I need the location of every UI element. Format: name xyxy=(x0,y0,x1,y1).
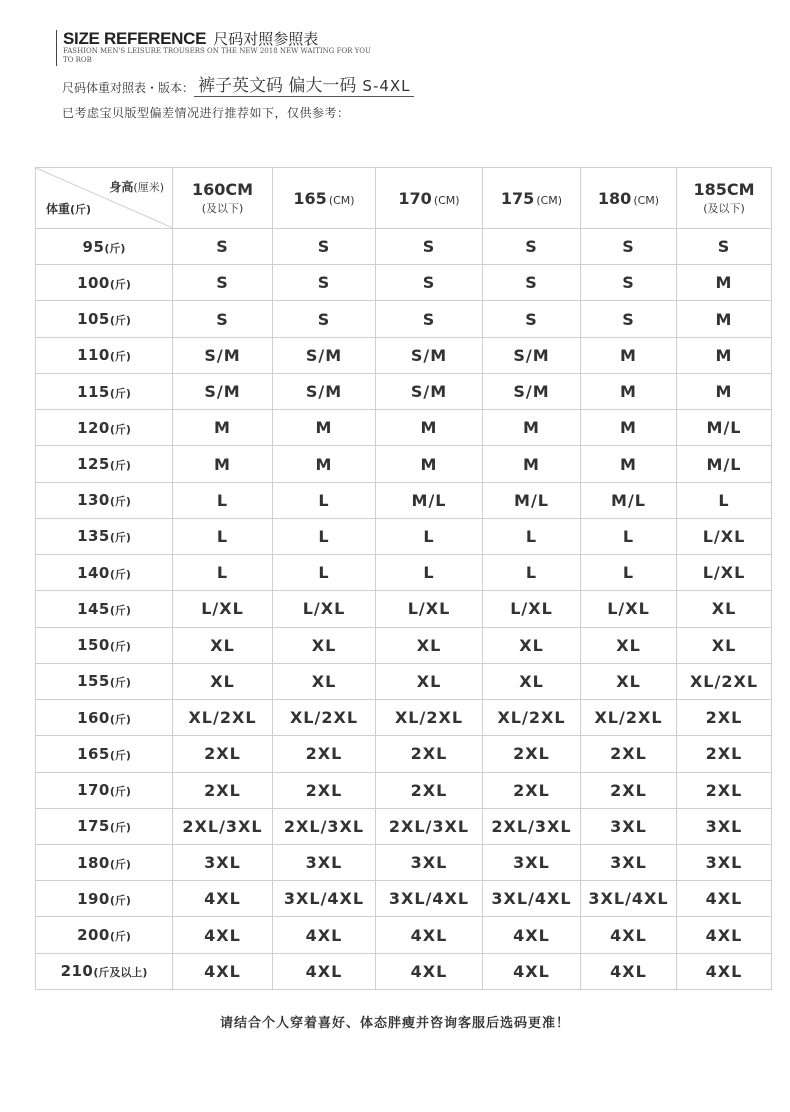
weight-value: 190 xyxy=(77,889,110,908)
size-cell: S xyxy=(173,265,273,301)
size-cell: 2XL/3XL xyxy=(483,808,581,844)
footer-advice: 请结合个人穿着喜好、体态胖瘦并咨询客服后选码更准！ xyxy=(219,1016,570,1031)
weight-cell xyxy=(36,736,173,772)
weight-unit: (斤) xyxy=(109,350,131,364)
size-cell: XL xyxy=(483,663,581,699)
version-text: 裤子英文码 偏大一码 xyxy=(198,76,357,96)
weight-cell xyxy=(36,410,173,446)
size-cell: 4XL xyxy=(581,917,677,953)
weight-cell xyxy=(36,808,173,844)
size-cell: XL xyxy=(483,627,581,663)
size-cell: 2XL xyxy=(581,772,677,808)
weight-value: 170 xyxy=(77,781,110,800)
version-value xyxy=(194,76,414,97)
weight-unit: (斤) xyxy=(109,893,131,907)
size-cell: L/XL xyxy=(173,591,273,627)
size-cell: M xyxy=(376,410,483,446)
size-cell: L xyxy=(173,555,273,591)
size-cell: S xyxy=(173,229,273,265)
size-cell: 2XL xyxy=(677,736,772,772)
weight-unit: (斤) xyxy=(109,603,131,617)
size-cell: L xyxy=(173,482,273,518)
table-row xyxy=(36,627,772,663)
size-cell: XL xyxy=(581,663,677,699)
corner-diagonal xyxy=(36,168,173,228)
size-cell: 4XL xyxy=(376,953,483,989)
weight-unit: (斤) xyxy=(109,531,131,545)
size-cell: XL xyxy=(677,591,772,627)
table-row xyxy=(36,917,772,953)
size-cell: M xyxy=(173,446,273,482)
size-cell: 3XL xyxy=(483,844,581,880)
size-cell: 2XL xyxy=(273,736,376,772)
column-header-185: 185CM (及以下) xyxy=(677,168,772,229)
size-cell: M xyxy=(173,410,273,446)
weight-cell xyxy=(36,844,173,880)
weight-unit: (斤) xyxy=(109,495,131,509)
size-cell: 4XL xyxy=(677,881,772,917)
size-cell: M xyxy=(483,446,581,482)
size-cell: 3XL xyxy=(581,844,677,880)
size-cell: S/M xyxy=(273,337,376,373)
weight-cell xyxy=(36,482,173,518)
weight-value: 100 xyxy=(77,273,110,292)
size-cell: 2XL xyxy=(483,772,581,808)
size-cell: L/XL xyxy=(273,591,376,627)
size-cell: 3XL/4XL xyxy=(273,881,376,917)
weight-unit: (斤) xyxy=(109,314,131,328)
size-cell: 2XL/3XL xyxy=(376,808,483,844)
size-cell: L xyxy=(483,555,581,591)
size-cell: XL xyxy=(376,663,483,699)
size-cell: XL/2XL xyxy=(376,700,483,736)
size-cell: 4XL xyxy=(677,917,772,953)
size-cell: XL xyxy=(273,663,376,699)
weight-cell xyxy=(36,917,173,953)
size-cell: 4XL xyxy=(483,953,581,989)
size-cell: S xyxy=(273,301,376,337)
weight-unit: (斤) xyxy=(109,459,131,473)
size-cell: S xyxy=(376,301,483,337)
size-cell: M xyxy=(677,373,772,409)
weight-value: 150 xyxy=(77,636,110,655)
weight-cell xyxy=(36,518,173,554)
size-cell: M xyxy=(677,337,772,373)
column-header-160: 160CM (及以下) xyxy=(173,168,273,229)
weight-value: 175 xyxy=(77,817,110,836)
table-row xyxy=(36,265,772,301)
table-row xyxy=(36,808,772,844)
version-label: 尺码体重对照表・版本： xyxy=(62,81,195,95)
weight-value: 160 xyxy=(77,708,110,727)
weight-unit: (斤) xyxy=(109,676,131,690)
size-cell: L/XL xyxy=(581,591,677,627)
size-cell: 4XL xyxy=(273,953,376,989)
height-axis-label: 身高(厘米) xyxy=(109,180,164,194)
table-row xyxy=(36,229,772,265)
weight-value: 140 xyxy=(77,563,110,582)
weight-value: 125 xyxy=(77,455,110,474)
size-cell: M xyxy=(273,446,376,482)
size-cell: S xyxy=(376,265,483,301)
size-cell: 4XL xyxy=(376,917,483,953)
table-header-row xyxy=(36,168,772,229)
weight-value: 180 xyxy=(77,853,110,872)
column-header-170: 170 (CM) xyxy=(376,168,483,229)
size-cell: 3XL xyxy=(376,844,483,880)
weight-value: 105 xyxy=(77,310,110,329)
weight-value: 115 xyxy=(77,382,110,401)
size-cell: M/L xyxy=(677,410,772,446)
size-cell: XL xyxy=(173,627,273,663)
size-cell: M xyxy=(273,410,376,446)
table-row xyxy=(36,663,772,699)
size-cell: 4XL xyxy=(173,917,273,953)
size-cell: L/XL xyxy=(677,518,772,554)
size-cell: M xyxy=(581,446,677,482)
size-cell: L/XL xyxy=(376,591,483,627)
size-cell: S/M xyxy=(273,373,376,409)
weight-unit: (斤) xyxy=(109,821,131,835)
weight-cell xyxy=(36,373,173,409)
weight-value: 110 xyxy=(77,346,110,365)
size-cell: 4XL xyxy=(273,917,376,953)
size-cell: M xyxy=(677,301,772,337)
size-cell: L xyxy=(273,482,376,518)
weight-unit: (斤) xyxy=(109,640,131,654)
size-cell: 3XL xyxy=(677,844,772,880)
table-row xyxy=(36,700,772,736)
size-cell: 3XL xyxy=(581,808,677,844)
size-cell: 2XL xyxy=(581,736,677,772)
size-cell: M/L xyxy=(376,482,483,518)
size-cell: 2XL xyxy=(483,736,581,772)
size-cell: M xyxy=(376,446,483,482)
size-cell: L xyxy=(483,518,581,554)
weight-unit: (斤) xyxy=(109,748,131,762)
size-cell: L xyxy=(273,518,376,554)
weight-value: 210 xyxy=(60,962,94,981)
size-cell: L xyxy=(376,555,483,591)
size-cell: S xyxy=(581,301,677,337)
size-cell: L xyxy=(376,518,483,554)
size-cell: XL/2XL xyxy=(483,700,581,736)
size-cell: S/M xyxy=(376,337,483,373)
size-cell: 2XL xyxy=(173,736,273,772)
weight-unit: (斤) xyxy=(109,857,131,871)
weight-unit: (斤) xyxy=(109,785,131,799)
size-cell: L/XL xyxy=(677,555,772,591)
weight-cell xyxy=(36,337,173,373)
size-table-body xyxy=(36,229,772,990)
size-cell: 4XL xyxy=(483,917,581,953)
size-cell: 2XL xyxy=(173,772,273,808)
size-cell: S xyxy=(677,229,772,265)
weight-cell xyxy=(36,700,173,736)
size-cell: XL xyxy=(173,663,273,699)
size-cell: L xyxy=(581,555,677,591)
corner-header-cell xyxy=(36,168,173,229)
size-cell: S xyxy=(273,229,376,265)
weight-unit: (斤) xyxy=(109,386,131,400)
size-cell: 4XL xyxy=(581,953,677,989)
weight-cell xyxy=(36,627,173,663)
weight-cell xyxy=(36,591,173,627)
size-cell: S xyxy=(483,229,581,265)
size-cell: 2XL/3XL xyxy=(273,808,376,844)
weight-value: 95 xyxy=(82,237,105,256)
weight-unit: (斤) xyxy=(109,277,131,291)
table-row xyxy=(36,555,772,591)
size-chart-table xyxy=(35,167,772,990)
size-cell: S xyxy=(173,301,273,337)
table-row xyxy=(36,591,772,627)
weight-unit: (斤) xyxy=(104,241,126,255)
size-cell: M xyxy=(483,410,581,446)
weight-cell xyxy=(36,953,173,989)
size-cell: 2XL xyxy=(677,700,772,736)
size-cell: S/M xyxy=(173,337,273,373)
table-row xyxy=(36,844,772,880)
weight-cell xyxy=(36,881,173,917)
weight-value: 135 xyxy=(77,527,110,546)
size-cell: 3XL/4XL xyxy=(376,881,483,917)
page-subtitle: FASHION MEN'S LEISURE TROUSERS ON THE NEW 2018 NEW WAITING FOR YOU TO ROB xyxy=(63,47,371,64)
weight-cell xyxy=(36,446,173,482)
size-cell: M xyxy=(581,373,677,409)
size-cell: 2XL xyxy=(376,736,483,772)
weight-cell xyxy=(36,265,173,301)
recommendation-note: 已考虑宝贝版型偏差情况进行推荐如下，仅供参考： xyxy=(62,106,350,120)
size-cell: S xyxy=(581,229,677,265)
size-cell: S/M xyxy=(376,373,483,409)
size-cell: M xyxy=(581,410,677,446)
weight-unit: (斤) xyxy=(109,567,131,581)
size-cell: XL xyxy=(581,627,677,663)
table-row xyxy=(36,736,772,772)
size-cell: L/XL xyxy=(483,591,581,627)
size-cell: S xyxy=(273,265,376,301)
weight-unit: (斤) xyxy=(109,712,131,726)
size-cell: M/L xyxy=(483,482,581,518)
size-cell: L xyxy=(581,518,677,554)
weight-value: 120 xyxy=(77,418,110,437)
table-row xyxy=(36,881,772,917)
size-cell: M/L xyxy=(677,446,772,482)
weight-unit: (斤) xyxy=(109,930,131,944)
title-chinese: 尺码对照参照表 xyxy=(213,30,319,48)
table-row xyxy=(36,373,772,409)
weight-cell xyxy=(36,301,173,337)
size-cell: S/M xyxy=(173,373,273,409)
weight-cell xyxy=(36,555,173,591)
table-row xyxy=(36,301,772,337)
weight-axis-label: 体重(斤) xyxy=(46,202,92,216)
weight-value: 200 xyxy=(77,926,110,945)
size-cell: M xyxy=(677,265,772,301)
column-header-180: 180 (CM) xyxy=(581,168,677,229)
size-cell: S/M xyxy=(483,373,581,409)
size-cell: 2XL xyxy=(376,772,483,808)
size-cell: 3XL xyxy=(273,844,376,880)
size-cell: XL xyxy=(273,627,376,663)
weight-value: 145 xyxy=(77,599,110,618)
size-cell: 3XL xyxy=(677,808,772,844)
size-cell: XL/2XL xyxy=(273,700,376,736)
weight-cell xyxy=(36,663,173,699)
size-cell: L xyxy=(173,518,273,554)
size-cell: 4XL xyxy=(677,953,772,989)
table-row xyxy=(36,772,772,808)
table-row xyxy=(36,337,772,373)
size-cell: XL xyxy=(376,627,483,663)
size-cell: XL xyxy=(677,627,772,663)
table-row xyxy=(36,518,772,554)
version-line xyxy=(62,76,414,97)
size-cell: L xyxy=(677,482,772,518)
size-cell: XL/2XL xyxy=(173,700,273,736)
table-row xyxy=(36,482,772,518)
table-row xyxy=(36,410,772,446)
size-cell: 2XL xyxy=(273,772,376,808)
weight-value: 155 xyxy=(77,672,110,691)
page-title xyxy=(63,28,318,49)
weight-cell xyxy=(36,772,173,808)
weight-unit: (斤及以上) xyxy=(93,966,148,980)
size-cell: 4XL xyxy=(173,953,273,989)
size-cell: M/L xyxy=(581,482,677,518)
size-cell: S xyxy=(376,229,483,265)
size-cell: XL/2XL xyxy=(677,663,772,699)
size-cell: S/M xyxy=(483,337,581,373)
size-cell: 3XL/4XL xyxy=(581,881,677,917)
table-row xyxy=(36,953,772,989)
title-english: SIZE REFERENCE xyxy=(63,29,207,48)
size-cell: XL/2XL xyxy=(581,700,677,736)
column-header-165: 165 (CM) xyxy=(273,168,376,229)
size-cell: 3XL/4XL xyxy=(483,881,581,917)
size-cell: L xyxy=(273,555,376,591)
size-cell: S xyxy=(581,265,677,301)
column-header-175: 175 (CM) xyxy=(483,168,581,229)
size-cell: S xyxy=(483,265,581,301)
size-cell: 2XL/3XL xyxy=(173,808,273,844)
size-cell: M xyxy=(581,337,677,373)
size-cell: 4XL xyxy=(173,881,273,917)
weight-value: 165 xyxy=(77,744,110,763)
size-cell: S xyxy=(483,301,581,337)
table-row xyxy=(36,446,772,482)
weight-cell xyxy=(36,229,173,265)
weight-unit: (斤) xyxy=(109,422,131,436)
size-cell: 2XL xyxy=(677,772,772,808)
version-range: S-4XL xyxy=(362,77,411,95)
size-cell: 3XL xyxy=(173,844,273,880)
weight-value: 130 xyxy=(77,491,110,510)
header-divider xyxy=(56,30,57,66)
